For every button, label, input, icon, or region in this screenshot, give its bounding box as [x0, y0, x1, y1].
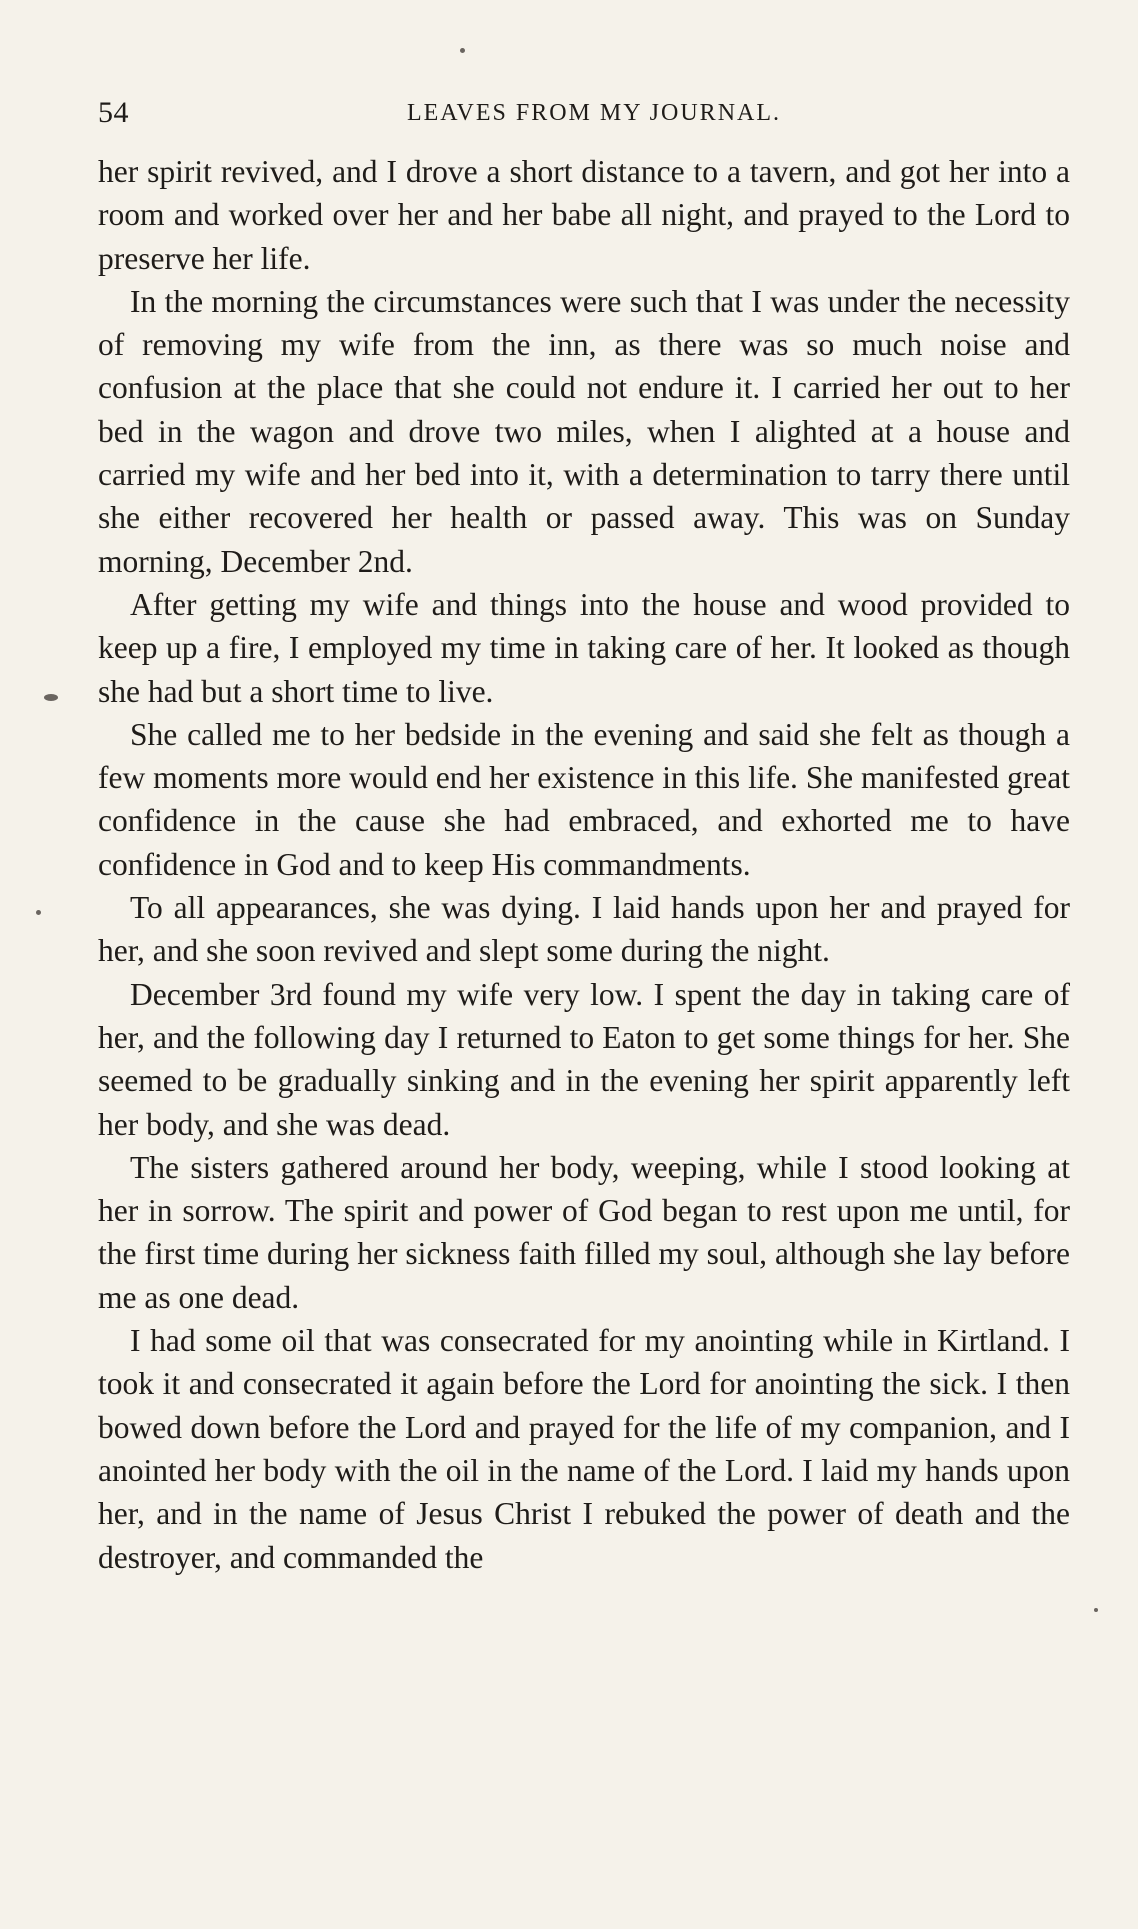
ink-speck [44, 694, 58, 701]
paragraph-8: I had some oil that was consecrated for my anointing while in Kirtland. I took it and consecrated it again before the Lord for anointing the sick. I then bowed down before the Lord and prayed for the life of my companion, and I anointed her body with the oil in the name of the Lord. I laid my hands upon her, and in the name of Jesus Christ I rebuked the power of death and the destroyer, and commanded the [98, 1323, 1070, 1575]
paragraph-2: In the morning the circumstances were such that I was under the necessity of removing my wife from the inn, as there was so much noise and confusion at the place that she could not endure it. I carried her out to her bed in the wagon and drove two miles, when I alighted at a house and carried my wife and her bed into it, with a determination to tarry there until she either recovered her health or passed away. This was on Sunday morning, December 2nd. [98, 283, 1070, 579]
ink-speck [460, 48, 465, 53]
paragraph-6: December 3rd found my wife very low. I spent the day in taking care of her, and the following day I returned to Eaton to get some things for her. She seemed to be gradually sinking and in the evening her spirit apparently left her body, and she was dead. [98, 976, 1070, 1142]
body-text [98, 150, 1070, 1579]
paragraph-1: her spirit revived, and I drove a short distance to a tavern, and got her into a room and worked over her and her babe all night, and prayed to the Lord to preserve her life. [98, 154, 1070, 276]
paragraph-7: The sisters gathered around her body, weeping, while I stood looking at her in sorrow. The spirit and power of God began to rest upon me until, for the first time during her sickness faith filled my soul, although she lay before me as one dead. [98, 1149, 1070, 1315]
paragraph-5: To all appearances, she was dying. I laid hands upon her and prayed for her, and she soon revived and slept some during the night. [98, 890, 1070, 969]
ink-speck [1094, 1608, 1098, 1612]
page-header [98, 96, 1070, 136]
page-number: 54 [98, 96, 129, 129]
running-title: LEAVES FROM MY JOURNAL. [406, 100, 782, 126]
ink-speck [36, 910, 41, 915]
paragraph-3: After getting my wife and things into the house and wood provided to keep up a fire, I employed my time in taking care of her. It looked as though she had but a short time to live. [98, 586, 1070, 709]
paragraph-4: She called me to her bedside in the evening and said she felt as though a few moments more would end her existence in this life. She manifested great confidence in the cause she had embraced, and exhorted me to have confidence in God and to keep His commandments. [98, 716, 1070, 882]
